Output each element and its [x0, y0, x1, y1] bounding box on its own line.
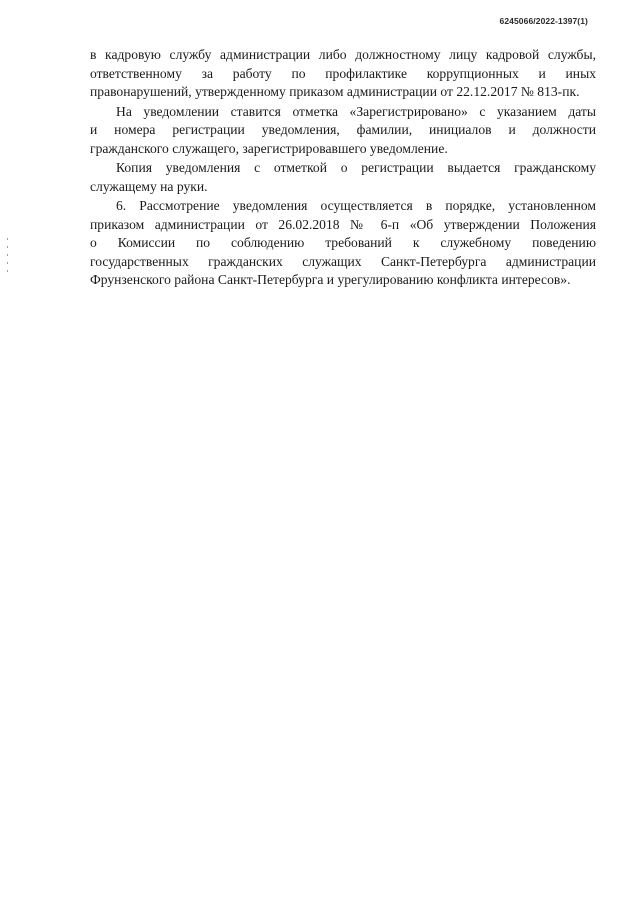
text-line: о Комиссии по соблюдению требований к служебному поведению: [90, 235, 596, 250]
text-line: и номера регистрации уведомления, фамилии, инициалов и должности: [90, 122, 596, 137]
paragraph-registration-mark: [90, 103, 596, 159]
text-line: На уведомлении ставится отметка «Зарегистрировано» с указанием даты: [116, 103, 596, 119]
text-line: правонарушений, утвержденному приказом администрации от 22.12.2017 № 813-пк.: [90, 84, 580, 99]
paragraph-notification-submission: [90, 46, 596, 102]
text-line: Копия уведомления с отметкой о регистрации выдается гражданскому: [116, 160, 596, 175]
margin-scan-marks: [6, 238, 8, 272]
text-line: гражданского служащего, зарегистрировавшего уведомление.: [90, 140, 448, 156]
document-body: [90, 46, 596, 290]
text-line: в кадровую службу администрации либо должностному лицу кадровой службы,: [90, 47, 596, 62]
text-line: служащему на руки.: [90, 178, 208, 194]
text-line: приказом администрации от 26.02.2018 № 6-п «Об утверждении Положения: [90, 216, 596, 232]
paragraph-copy-issued: [90, 159, 596, 196]
text-line: государственных гражданских служащих Санкт-Петербурга администрации: [90, 253, 596, 269]
document-registration-number: 6245066/2022-1397(1): [499, 16, 588, 26]
text-line: 6. Рассмотрение уведомления осуществляется в порядке, установленном: [116, 198, 596, 213]
paragraph-item-6-review: [90, 197, 596, 290]
text-line: Фрунзенского района Санкт-Петербурга и урегулированию конфликта интересов».: [90, 272, 571, 287]
text-line: ответственному за работу по профилактике коррупционных и иных: [90, 65, 596, 81]
